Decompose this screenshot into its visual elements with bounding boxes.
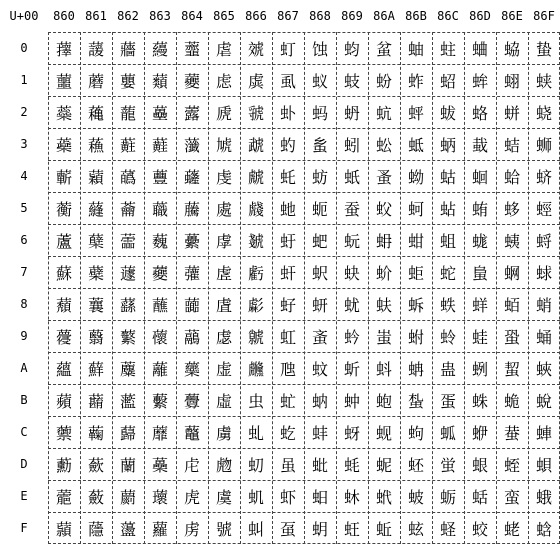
glyph-cell: 蛳 bbox=[535, 135, 552, 155]
glyph-cell: 蚨 bbox=[375, 295, 392, 315]
glyph-cell: 處 bbox=[215, 199, 232, 219]
glyph-cell: 蛑 bbox=[471, 71, 488, 91]
glyph-cell: 蚇 bbox=[311, 263, 328, 283]
glyph-cell: 蛓 bbox=[471, 135, 488, 155]
column-header: 866 bbox=[245, 9, 267, 23]
glyph-cell: 虈 bbox=[183, 295, 200, 315]
glyph-cell: 虢 bbox=[247, 103, 264, 123]
glyph-cell: 蘧 bbox=[119, 263, 136, 283]
glyph-cell: 蚢 bbox=[375, 103, 392, 123]
glyph-cell: 蘣 bbox=[119, 135, 136, 155]
glyph-cell: 虪 bbox=[247, 359, 264, 379]
glyph-cell: 蘋 bbox=[55, 391, 72, 411]
glyph-cell: 蚭 bbox=[375, 455, 392, 475]
glyph-cell: 蚛 bbox=[343, 391, 360, 411]
glyph-cell: 蘍 bbox=[55, 455, 72, 475]
row-header: B bbox=[20, 393, 28, 407]
glyph-cell: 蛹 bbox=[535, 327, 552, 347]
glyph-cell: 蘯 bbox=[119, 519, 136, 539]
column-header: 860 bbox=[53, 9, 75, 23]
column-header: 86A bbox=[373, 9, 395, 23]
glyph-cell: 蘀 bbox=[55, 39, 72, 59]
glyph-cell: 蚳 bbox=[407, 135, 424, 155]
glyph-cell: 虓 bbox=[215, 135, 232, 155]
glyph-cell: 蘤 bbox=[119, 167, 136, 187]
glyph-cell: 虐 bbox=[215, 39, 232, 59]
glyph-cell: 蚥 bbox=[375, 199, 392, 219]
glyph-cell: 虖 bbox=[215, 231, 232, 251]
column-header: 861 bbox=[85, 9, 107, 23]
glyph-cell: 蛮 bbox=[503, 487, 520, 507]
glyph-cell: 蘮 bbox=[119, 487, 136, 507]
glyph-cell: 蘫 bbox=[119, 391, 136, 411]
glyph-cell: 虻 bbox=[279, 391, 296, 411]
glyph-cell: 蘚 bbox=[87, 359, 104, 379]
glyph-cell: 蛄 bbox=[439, 167, 456, 187]
glyph-cell: 虷 bbox=[279, 263, 296, 283]
glyph-cell: 蘹 bbox=[151, 327, 168, 347]
glyph-cell: 虲 bbox=[279, 103, 296, 123]
row-header: F bbox=[20, 521, 28, 535]
glyph-cell: 蚬 bbox=[375, 423, 392, 443]
glyph-cell: 虙 bbox=[215, 327, 232, 347]
glyph-cell: 蛀 bbox=[439, 39, 456, 59]
glyph-cell: 蚐 bbox=[343, 39, 360, 59]
glyph-cell: 蘕 bbox=[87, 199, 104, 219]
glyph-cell: 蚣 bbox=[375, 135, 392, 155]
glyph-cell: 蘳 bbox=[151, 135, 168, 155]
glyph-cell: 蚪 bbox=[375, 359, 392, 379]
glyph-cell: 蛧 bbox=[503, 263, 520, 283]
glyph-cell: 虮 bbox=[247, 487, 264, 507]
glyph-cell: 虗 bbox=[215, 263, 232, 283]
column-header: 865 bbox=[213, 9, 235, 23]
glyph-cell: 蘁 bbox=[55, 71, 72, 91]
glyph-cell: 蛝 bbox=[471, 455, 488, 475]
row-header: 8 bbox=[20, 297, 28, 311]
glyph-cell: 蛽 bbox=[535, 455, 552, 475]
glyph-cell: 蘉 bbox=[55, 327, 72, 347]
glyph-cell: 蚻 bbox=[407, 391, 424, 411]
glyph-cell: 蚹 bbox=[407, 327, 424, 347]
row-header: 2 bbox=[20, 105, 28, 119]
glyph-cell: 蚊 bbox=[311, 359, 328, 379]
glyph-cell: 號 bbox=[215, 519, 232, 539]
glyph-cell: 蛷 bbox=[535, 263, 552, 283]
column-header: 86B bbox=[405, 9, 427, 23]
glyph-cell: 蚵 bbox=[407, 199, 424, 219]
glyph-cell: 虁 bbox=[183, 71, 200, 91]
glyph-cell: 蛲 bbox=[535, 103, 552, 123]
glyph-cell: 蛚 bbox=[471, 359, 488, 379]
glyph-cell: 虚 bbox=[215, 359, 232, 379]
glyph-cell: 虘 bbox=[215, 295, 232, 315]
glyph-cell: 虔 bbox=[215, 167, 232, 187]
glyph-cell: 蚒 bbox=[343, 103, 360, 123]
glyph-cell: 蘽 bbox=[151, 455, 168, 475]
glyph-cell: 蛼 bbox=[535, 423, 552, 443]
glyph-cell: 蛌 bbox=[439, 423, 456, 443]
glyph-cell: 蚸 bbox=[407, 295, 424, 315]
glyph-cell: 蘠 bbox=[119, 39, 136, 59]
glyph-cell: 蘴 bbox=[151, 167, 168, 187]
glyph-cell: 蛢 bbox=[503, 103, 520, 123]
glyph-cell: 蚁 bbox=[311, 71, 328, 91]
row-header: 6 bbox=[20, 233, 28, 247]
glyph-cell: 蚼 bbox=[407, 423, 424, 443]
glyph-cell: 虺 bbox=[279, 359, 296, 379]
glyph-cell: 蚏 bbox=[311, 519, 328, 539]
glyph-cell: 蚌 bbox=[311, 423, 328, 443]
row-header: 4 bbox=[20, 169, 28, 183]
row-header: 3 bbox=[20, 137, 28, 151]
glyph-cell: 蘥 bbox=[119, 199, 136, 219]
row-header: 5 bbox=[20, 201, 28, 215]
glyph-cell: 蛺 bbox=[535, 359, 552, 379]
glyph-cell: 蛡 bbox=[503, 71, 520, 91]
column-header: 86C bbox=[437, 9, 459, 23]
glyph-cell: 蘐 bbox=[87, 39, 104, 59]
glyph-cell: 蚄 bbox=[311, 167, 328, 187]
glyph-cell: 蚾 bbox=[407, 487, 424, 507]
glyph-cell: 蚺 bbox=[407, 359, 424, 379]
glyph-cell: 虜 bbox=[215, 423, 232, 443]
glyph-cell: 蛅 bbox=[439, 199, 456, 219]
column-header: 864 bbox=[181, 9, 203, 23]
glyph-cell: 蚯 bbox=[375, 519, 392, 539]
glyph-cell: 蛜 bbox=[471, 423, 488, 443]
glyph-cell: 蚆 bbox=[311, 231, 328, 251]
glyph-cell: 蛋 bbox=[439, 391, 456, 411]
glyph-cell: 蛎 bbox=[439, 487, 456, 507]
glyph-cell: 蚕 bbox=[343, 199, 360, 219]
glyph-cell: 虤 bbox=[247, 167, 264, 187]
glyph-cell: 虊 bbox=[183, 359, 200, 379]
column-header: 867 bbox=[277, 9, 299, 23]
glyph-cell: 蚗 bbox=[343, 263, 360, 283]
glyph-cell: 虩 bbox=[247, 327, 264, 347]
row-header: 9 bbox=[20, 329, 28, 343]
glyph-cell: 蛩 bbox=[503, 327, 520, 347]
row-header: A bbox=[20, 361, 28, 375]
glyph-cell: 蚡 bbox=[375, 71, 392, 91]
glyph-cell: 蘃 bbox=[55, 135, 72, 155]
glyph-cell: 蛐 bbox=[471, 39, 488, 59]
glyph-cell: 蘄 bbox=[55, 167, 72, 187]
glyph-cell: 蘸 bbox=[151, 295, 168, 315]
glyph-cell: 虯 bbox=[247, 519, 264, 539]
glyph-cell: 蛱 bbox=[535, 71, 552, 91]
glyph-cell: 蘗 bbox=[87, 263, 104, 283]
glyph-cell: 蘰 bbox=[151, 39, 168, 59]
glyph-cell: 蚑 bbox=[343, 71, 360, 91]
glyph-cell: 虵 bbox=[279, 199, 296, 219]
glyph-cell: 蚮 bbox=[375, 487, 392, 507]
glyph-cell: 蚦 bbox=[375, 231, 392, 251]
glyph-cell: 虼 bbox=[279, 423, 296, 443]
glyph-cell: 蛒 bbox=[471, 103, 488, 123]
glyph-cell: 蘺 bbox=[151, 359, 168, 379]
glyph-cell: 蛯 bbox=[503, 519, 520, 539]
glyph-cell: 蚎 bbox=[311, 487, 328, 507]
glyph-cell: 蘵 bbox=[151, 199, 168, 219]
glyph-cell: 蛇 bbox=[439, 263, 456, 283]
glyph-cell: 蘌 bbox=[55, 423, 72, 443]
glyph-cell: 虳 bbox=[279, 135, 296, 155]
glyph-cell: 蛭 bbox=[503, 455, 520, 475]
glyph-cell: 虶 bbox=[279, 231, 296, 251]
glyph-cell: 蚤 bbox=[375, 167, 392, 187]
glyph-cell: 虝 bbox=[215, 455, 232, 475]
column-header: 862 bbox=[117, 9, 139, 23]
glyph-cell: 蚧 bbox=[375, 263, 392, 283]
glyph-cell: 蘶 bbox=[151, 231, 168, 251]
glyph-cell: 蛗 bbox=[471, 263, 488, 283]
glyph-cell: 蘅 bbox=[55, 199, 72, 219]
glyph-cell: 蛶 bbox=[535, 231, 552, 251]
glyph-cell: 蛟 bbox=[471, 519, 488, 539]
glyph-cell: 蘊 bbox=[55, 359, 72, 379]
column-header: 86E bbox=[501, 9, 523, 23]
glyph-cell: 蚟 bbox=[343, 519, 360, 539]
glyph-cell: 蘛 bbox=[87, 391, 104, 411]
glyph-cell: 蛤 bbox=[503, 167, 520, 187]
glyph-cell: 蚀 bbox=[311, 39, 328, 59]
glyph-cell: 蚍 bbox=[311, 455, 328, 475]
glyph-cell: 虉 bbox=[183, 327, 200, 347]
glyph-cell: 虍 bbox=[183, 455, 200, 475]
glyph-cell: 蘲 bbox=[151, 103, 168, 123]
glyph-cell: 蘷 bbox=[151, 263, 168, 283]
column-header: 86F bbox=[533, 9, 555, 23]
glyph-cell: 蛆 bbox=[439, 231, 456, 251]
glyph-cell: 虇 bbox=[183, 263, 200, 283]
glyph-cell: 虸 bbox=[279, 295, 296, 315]
glyph-cell: 虞 bbox=[215, 487, 232, 507]
glyph-cell: 蘝 bbox=[87, 455, 104, 475]
glyph-cell: 蛦 bbox=[503, 231, 520, 251]
row-header: 7 bbox=[20, 265, 28, 279]
glyph-cell: 蘱 bbox=[151, 71, 168, 91]
row-header: D bbox=[20, 457, 28, 471]
glyph-cell: 虽 bbox=[279, 455, 296, 475]
glyph-cell: 蚠 bbox=[375, 39, 392, 59]
glyph-cell: 虾 bbox=[279, 487, 296, 507]
row-header: 1 bbox=[20, 73, 28, 87]
glyph-cell: 蘞 bbox=[87, 487, 104, 507]
row-header: E bbox=[20, 489, 28, 503]
glyph-cell: 蘔 bbox=[87, 167, 104, 187]
glyph-cell: 蚘 bbox=[343, 295, 360, 315]
glyph-cell: 蚝 bbox=[343, 455, 360, 475]
glyph-cell: 蚲 bbox=[407, 103, 424, 123]
glyph-cell: 蘢 bbox=[119, 103, 136, 123]
glyph-cell: 蚞 bbox=[343, 487, 360, 507]
glyph-cell: 蚫 bbox=[375, 391, 392, 411]
glyph-cell: 蛕 bbox=[471, 199, 488, 219]
glyph-cell: 虏 bbox=[183, 519, 200, 539]
glyph-cell: 蚖 bbox=[343, 231, 360, 251]
column-header: 86D bbox=[469, 9, 491, 23]
glyph-cell: 虡 bbox=[247, 71, 264, 91]
glyph-cell: 蛠 bbox=[503, 39, 520, 59]
glyph-cell: 蚩 bbox=[375, 327, 392, 347]
glyph-cell: 虰 bbox=[279, 39, 296, 59]
glyph-cell: 虋 bbox=[183, 391, 200, 411]
glyph-cell: 虑 bbox=[215, 71, 232, 91]
glyph-cell: 蛫 bbox=[503, 391, 520, 411]
glyph-cell: 蘓 bbox=[87, 135, 104, 155]
glyph-cell: 虹 bbox=[279, 327, 296, 347]
glyph-cell: 蛘 bbox=[471, 295, 488, 315]
glyph-cell: 虱 bbox=[279, 71, 296, 91]
glyph-cell: 蛙 bbox=[471, 327, 488, 347]
glyph-cell: 蘎 bbox=[55, 487, 72, 507]
glyph-cell: 蘩 bbox=[119, 327, 136, 347]
glyph-cell: 蛨 bbox=[503, 295, 520, 315]
glyph-cell: 蘑 bbox=[87, 71, 104, 91]
glyph-cell: 虄 bbox=[183, 167, 200, 187]
glyph-cell: 蛞 bbox=[471, 487, 488, 507]
glyph-cell: 虒 bbox=[215, 103, 232, 123]
glyph-cell: 蛛 bbox=[471, 391, 488, 411]
glyph-cell: 蘆 bbox=[55, 231, 72, 251]
glyph-cell: 蘾 bbox=[151, 487, 168, 507]
glyph-cell: 蚃 bbox=[311, 135, 328, 155]
glyph-cell: 蘟 bbox=[87, 519, 104, 539]
glyph-cell: 虦 bbox=[247, 231, 264, 251]
glyph-cell: 虛 bbox=[215, 391, 232, 411]
glyph-cell: 蘡 bbox=[119, 71, 136, 91]
glyph-cell: 蛊 bbox=[439, 359, 456, 379]
glyph-cell: 蛰 bbox=[535, 39, 552, 59]
glyph-cell: 蘈 bbox=[55, 295, 72, 315]
glyph-cell: 蛬 bbox=[503, 423, 520, 443]
glyph-cell: 蚶 bbox=[407, 231, 424, 251]
glyph-cell: 蘪 bbox=[119, 359, 136, 379]
glyph-cell: 虆 bbox=[183, 231, 200, 251]
glyph-cell: 蛃 bbox=[439, 135, 456, 155]
column-header: 869 bbox=[341, 9, 363, 23]
glyph-cell: 虠 bbox=[247, 39, 264, 59]
glyph-cell: 蛈 bbox=[439, 295, 456, 315]
glyph-cell: 蛸 bbox=[535, 295, 552, 315]
glyph-cell: 虎 bbox=[183, 487, 200, 507]
glyph-cell: 蚂 bbox=[311, 103, 328, 123]
glyph-cell: 虿 bbox=[279, 519, 296, 539]
glyph-cell: 蛔 bbox=[471, 167, 488, 187]
glyph-cell: 蛥 bbox=[503, 199, 520, 219]
glyph-cell: 蘙 bbox=[87, 327, 104, 347]
glyph-cell: 蘻 bbox=[151, 391, 168, 411]
glyph-cell: 蚉 bbox=[311, 327, 328, 347]
glyph-cell: 蚱 bbox=[407, 71, 424, 91]
glyph-cell: 蘦 bbox=[119, 231, 136, 251]
glyph-cell: 蛉 bbox=[439, 327, 456, 347]
glyph-cell: 蛿 bbox=[535, 519, 552, 539]
corner-label: U+00 bbox=[9, 9, 39, 23]
glyph-cell: 蛏 bbox=[439, 519, 456, 539]
glyph-cell: 蚓 bbox=[343, 135, 360, 155]
glyph-cell: 蛻 bbox=[535, 391, 552, 411]
glyph-cell: 虥 bbox=[247, 199, 264, 219]
glyph-cell: 蛍 bbox=[439, 455, 456, 475]
glyph-cell: 虭 bbox=[247, 455, 264, 475]
glyph-cell: 蘖 bbox=[87, 231, 104, 251]
glyph-cell: 蘂 bbox=[55, 103, 72, 123]
glyph-cell: 蘼 bbox=[151, 423, 168, 443]
glyph-cell: 蚔 bbox=[343, 167, 360, 187]
glyph-cell: 蚿 bbox=[407, 519, 424, 539]
glyph-cell: 蚅 bbox=[311, 199, 328, 219]
column-header: 863 bbox=[149, 9, 171, 23]
glyph-cell: 虂 bbox=[183, 103, 200, 123]
glyph-cell: 蚷 bbox=[407, 263, 424, 283]
glyph-cell: 蘭 bbox=[119, 455, 136, 475]
glyph-cell: 虬 bbox=[247, 423, 264, 443]
glyph-cell: 蛾 bbox=[535, 487, 552, 507]
glyph-cell: 蘬 bbox=[119, 423, 136, 443]
glyph-cell: 蛴 bbox=[535, 167, 552, 187]
glyph-cell: 蚚 bbox=[343, 359, 360, 379]
glyph-cell: 虧 bbox=[247, 263, 264, 283]
glyph-cell: 虃 bbox=[183, 135, 200, 155]
glyph-cell: 蛣 bbox=[503, 135, 520, 155]
glyph-cell: 蛖 bbox=[471, 231, 488, 251]
glyph-cell: 蚽 bbox=[407, 455, 424, 475]
row-header: C bbox=[20, 425, 28, 439]
glyph-cell: 蘒 bbox=[87, 103, 104, 123]
glyph-cell: 蚴 bbox=[407, 167, 424, 187]
row-header: 0 bbox=[20, 41, 28, 55]
glyph-cell: 虌 bbox=[183, 423, 200, 443]
glyph-cell: 虫 bbox=[247, 391, 264, 411]
glyph-cell: 蘜 bbox=[87, 423, 104, 443]
glyph-cell: 蘇 bbox=[55, 263, 72, 283]
glyph-cell: 蚋 bbox=[311, 391, 328, 411]
glyph-cell: 蚙 bbox=[343, 327, 360, 347]
glyph-cell: 蛂 bbox=[439, 103, 456, 123]
glyph-cell: 蘿 bbox=[151, 519, 168, 539]
column-header: 868 bbox=[309, 9, 331, 23]
glyph-cell: 虣 bbox=[247, 135, 264, 155]
glyph-cell: 虨 bbox=[247, 295, 264, 315]
glyph-cell: 虀 bbox=[183, 39, 200, 59]
glyph-cell: 蚈 bbox=[311, 295, 328, 315]
glyph-cell: 蘘 bbox=[87, 295, 104, 315]
glyph-cell: 蚰 bbox=[407, 39, 424, 59]
glyph-cell: 虴 bbox=[279, 167, 296, 187]
glyph-cell: 蘨 bbox=[119, 295, 136, 315]
glyph-cell: 蚜 bbox=[343, 423, 360, 443]
glyph-cell: 虅 bbox=[183, 199, 200, 219]
glyph-cell: 蛪 bbox=[503, 359, 520, 379]
glyph-cell: 蛵 bbox=[535, 199, 552, 219]
glyph-cell: 蛁 bbox=[439, 71, 456, 91]
glyph-cell: 蘏 bbox=[55, 519, 72, 539]
